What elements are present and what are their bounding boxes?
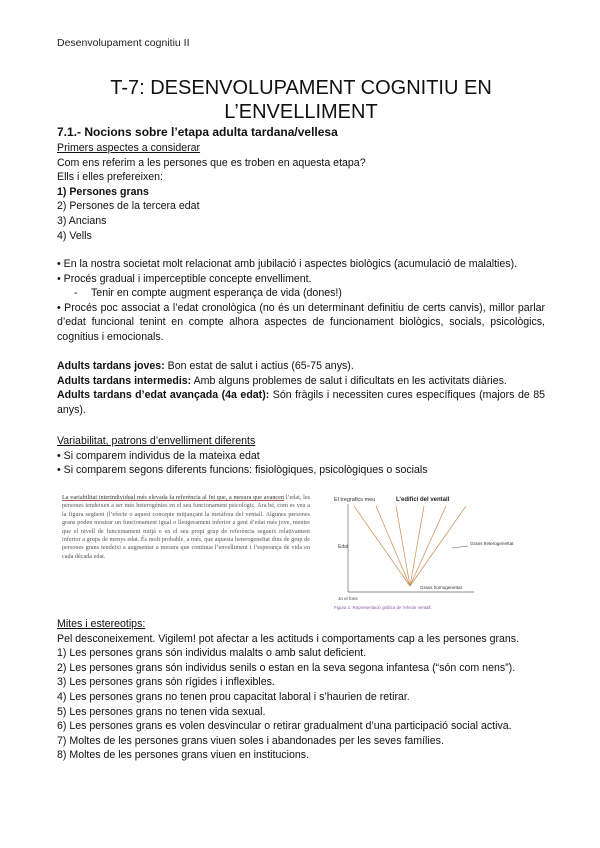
fan-figure-svg — [334, 490, 548, 612]
figure-axis-label: Edat — [338, 544, 349, 550]
list-item: 4) Vells — [57, 229, 92, 242]
figure-caption: Figura 1. Representació gràfica de l’efecte ventall. — [334, 605, 432, 610]
figure-top-left-label: El tregrafics meu — [334, 497, 376, 503]
fan-lines — [354, 506, 466, 586]
adults-intermedis-text: Amb alguns problemes de salut i dificultats en les activitats diàries. — [191, 374, 507, 387]
list-item: 3) Ancians — [57, 214, 107, 227]
list-item: 5) Les persones grans no tenen vida sexual. — [57, 705, 266, 718]
mites-heading: Mites i estereotips: — [57, 618, 146, 630]
fan-line — [410, 506, 446, 586]
list-item: 1) Les persones grans són individus malalts o amb salut deficient. — [57, 647, 367, 660]
bullet-item: • Procés poc associat a l’edat cronològica (no és un determinant definitiu de certs canvis), millor parlar d’edat funcional tenint en compte alhora aspectes de funcionament biològics, socials, psicològics, cognitius i emocionals. — [57, 301, 545, 343]
fan-figure — [334, 490, 548, 612]
primers-block — [57, 141, 545, 243]
fan-line — [354, 506, 410, 586]
list-item: 6) Les persones grans es volen desvincular o retirar gradualment d’una participació social activa. — [57, 720, 512, 733]
adults-avancada-label: Adults tardans d’edat avançada (4a edat): — [57, 389, 270, 402]
scanned-text-excerpt — [62, 494, 310, 604]
scanned-text-lead: La variabilitat interindividual més elevada fa referència al fet que, a mesura que avancen — [62, 494, 285, 501]
title-line-1: T-7: DESENVOLUPAMENT COGNITIU EN — [110, 77, 492, 99]
list-item: 2) Les persones grans són individus senils o estan en la seva segona infantesa (“són com nens”). — [57, 661, 516, 674]
figure-label-right: Grans heterogeneïtat — [470, 541, 514, 546]
adults-joves-text: Bon estat de salut i actius (65-75 anys). — [164, 360, 354, 372]
page-title — [57, 76, 545, 124]
adults-intermedis — [57, 374, 545, 389]
section-title: 7.1.- Nocions sobre l’etapa adulta tardana/vellesa — [57, 125, 338, 139]
primers-intro: Ells i elles prefereixen: — [57, 171, 163, 184]
list-item: 3) Les persones grans són rígides i inflexibles. — [57, 676, 275, 689]
adults-avancada-text: Són fràgils i necessiten cures específiques (majors de 85 anys). — [57, 389, 545, 416]
bullet-item: • En la nostra societat molt relacionat amb jubilació i aspectes biològics (acumulació de malalties). — [57, 258, 518, 270]
primers-heading: Primers aspectes a considerar — [57, 142, 201, 154]
bullet-item: • Si comparem individus de la mateixa edat — [57, 449, 260, 462]
fan-line — [396, 506, 410, 586]
list-item: 4) Les persones grans no tenen prou capacitat laboral i s’haurien de retirar. — [57, 690, 410, 703]
adults-avancada — [57, 388, 545, 417]
mites-intro: Pel desconeixement. Vigilem! pot afectar a les actituds i comportaments cap a les persones grans. — [57, 632, 520, 645]
list-item: 2) Persones de la tercera edat — [57, 200, 200, 213]
dash-text: Tenir en compte augment esperança de vida (dones!) — [91, 287, 342, 300]
scanned-text-body: l’edat, les persones tendeixen a ser més heterogènies en el seu funcionament psicològic. Ara bé, com es veu a la figura següent (l’efecte o aquest concepte mitjançant la metàfora del ventall. Algunes persones grans poden mostrar un funcionament igual o lleugerament inferior a gent d’edat més jove, mentre que el nivell de funcionament mitjà o en el seu propi grup de referència segueix relativament inferior a grups de menys edat. És molt probable, a més, que aquesta heterogeneïtat dins de grup de persones grans tendeixi a augmentar a mesura que continua l’envelliment i l’esperança de vida en cada dècada edat. — [62, 494, 310, 560]
adults-intermedis-label: Adults tardans intermedis: — [57, 374, 192, 387]
list-item: 1) Persones grans — [57, 185, 149, 198]
fan-line — [410, 506, 424, 586]
figure-label-bottom: Grans homogeneïtat — [420, 585, 462, 590]
list-item: 8) Moltes de les persones grans viuen en institucions. — [57, 749, 310, 762]
adults-joves-label: Adults tardans joves: — [57, 360, 165, 372]
figure-bottom-left-label: Jo el fons — [338, 596, 358, 601]
mites-block — [57, 617, 545, 763]
bullets-block — [57, 257, 545, 345]
adults-joves — [57, 359, 545, 374]
bullet-item: • Procés gradual i imperceptible concepte envelliment. — [57, 272, 312, 285]
list-item: 7) Moltes de les persones grans viuen soles i abandonades per les seves famílies. — [57, 734, 444, 747]
fan-line — [376, 506, 410, 586]
page-header: Desenvolupament cognitiu II — [57, 37, 190, 49]
title-line-2: L’ENVELLIMENT — [224, 101, 378, 123]
fan-line — [410, 506, 466, 586]
primers-question: Com ens referim a les persones que es troben en aquesta etapa? — [57, 156, 366, 169]
adults-block — [57, 359, 545, 417]
dash-marker: - — [74, 287, 78, 300]
figure-title: L’edifici del ventall — [396, 497, 450, 503]
variabilitat-block — [57, 434, 545, 478]
bullet-item: • Si comparem segons diferents funcions: fisiològiques, psicològiques o socials — [57, 464, 428, 477]
figure-arrow — [452, 546, 468, 548]
variabilitat-heading: Variabilitat, patrons d’envelliment diferents — [57, 435, 256, 447]
dash-item — [57, 286, 545, 301]
